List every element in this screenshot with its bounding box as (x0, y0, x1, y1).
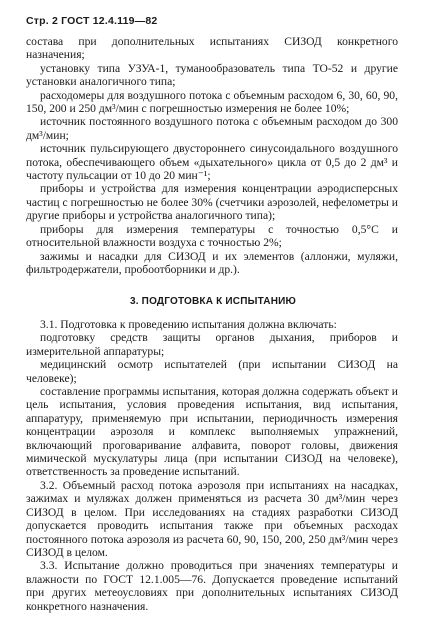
list-item: источник пульсирующего двустороннего синусоидального воздушного потока, обеспечивающего объем «дыхательного» цикла от 0,5 до 2 дм³ и частоту пульсации от 10 до 20 мин⁻¹; (26, 142, 398, 183)
section-body (26, 318, 398, 613)
paragraph: 3.1. Подготовка к проведению испытания должна включать: (40, 318, 337, 331)
section-heading: 3. ПОДГОТОВКА К ИСПЫТАНИЮ (129, 296, 297, 307)
paragraph: подготовку средств защиты органов дыхания, приборов и измерительной аппаратуры; (26, 331, 398, 358)
list-item: установку типа УЗУА-1, туманообразователь типа ТО-52 и другие установки аналогичного типа; (26, 61, 398, 89)
list-item: приборы и устройства для измерения концентрации аэродисперсных частиц с погрешностью не более 30% (счетчики аэрозолей, нефелометры и другие приборы и устройства аналогичного типа); (26, 182, 398, 223)
list-item: приборы для измерения температуры с точностью 0,5°С и относительной влажности воздуха с точностью 2%; (26, 222, 398, 250)
paragraph: 3.2. Объемный расход потока аэрозоля при испытаниях на насадках, зажимах и муляжах должен применяться из расчета 30 дм³/мин через СИЗОД в целом. При исследованиях на стадиях разработки СИЗОД допускается проводить испытания также при объемных расходах постоянного потока аэрозоля из расчета 60, 90, 150, 200, 250 дм³/мин через СИЗОД в целом. (26, 478, 398, 559)
list-item: источник постоянного воздушного потока с объемным расходом до 300 дм³/мин; (26, 115, 398, 142)
list-item: зажимы и насадки для СИЗОД и их элементов (аллонжи, муляжи, фильтродержатели, пробоотборники и др.). (26, 249, 398, 276)
equipment-list (26, 35, 398, 276)
paragraph: 3.3. Испытание должно проводиться при значениях температуры и влажности по ГОСТ 12.1.005—76. Допускается проведение испытаний при других метеоусловиях при дополнительных испытаниях СИЗОД конкретного назначения. (26, 559, 398, 613)
list-item: расходомеры для воздушного потока с объемным расходом 6, 30, 60, 90, 150, 200 и 250 дм³/мин с погрешностью измерения не более 10%; (26, 88, 398, 116)
paragraph: составление программы испытания, которая должна содержать объект и цель испытания, условия проведения испытания, вид испытания, аппаратуру, применяемую при испытании, периодичность измерения концентрации аэрозоля и комплекс выполняемых упражнений, включающий проговаривание алфавита, поворот головы, движения мимической мускулатуры лица (при испытании СИЗОД на человеке), ответственность за проведение испытаний. (26, 385, 398, 479)
page-header: Стр. 2 ГОСТ 12.4.119—82 (26, 15, 158, 27)
paragraph: медицинский осмотр испытателей (при испытании СИЗОД на человеке); (26, 358, 398, 385)
list-item: состава при дополнительных испытаниях СИЗОД конкретного назначения; (26, 35, 398, 62)
